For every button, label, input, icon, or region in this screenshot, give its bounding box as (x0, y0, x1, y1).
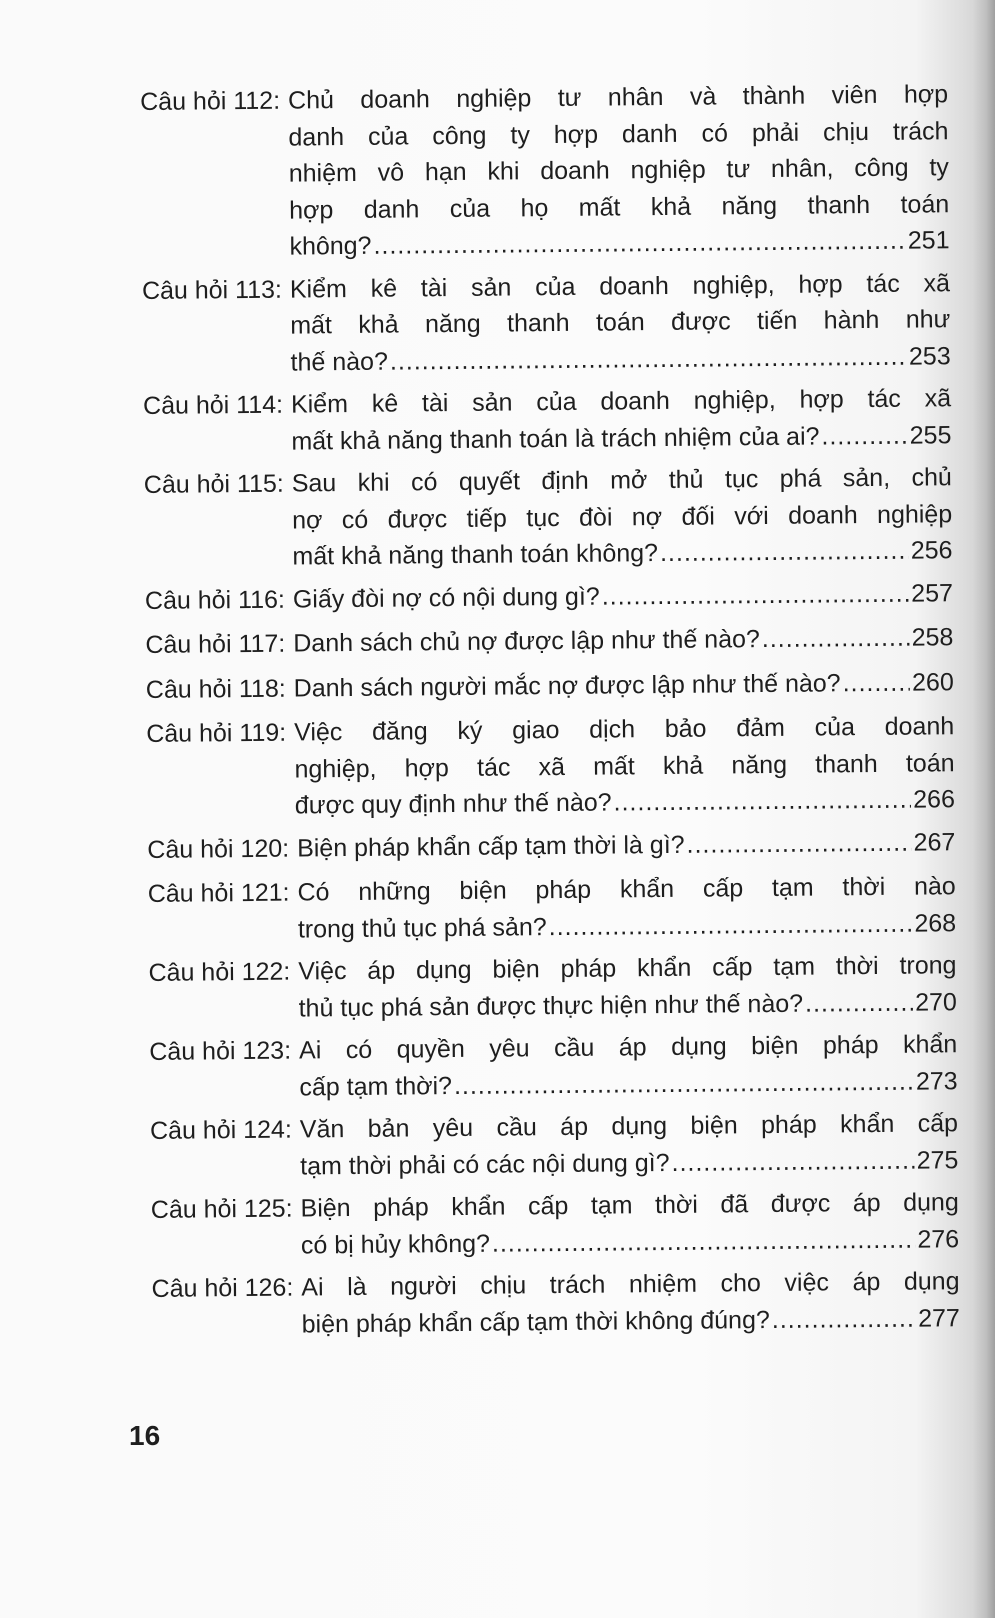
question-text (293, 575, 953, 618)
dot-leader (492, 1221, 916, 1262)
question-text-line: nhiệm vô hạn khi doanh nghiệp tư nhân, công ty (288, 153, 949, 188)
question-text (294, 664, 954, 707)
question-text-line: Giấy đòi nợ có nội dung gì? (292, 582, 600, 614)
page-reference: 257 (911, 578, 954, 608)
question-last-line (300, 1142, 959, 1185)
page-reference: 256 (910, 536, 953, 565)
question-last-line (301, 1221, 960, 1264)
question-text (298, 947, 957, 1026)
dot-leader (762, 620, 910, 658)
page-reference: 277 (918, 1303, 961, 1333)
question-text-line: Văn bản yêu cầu áp dụng biện pháp khẩn cấp (299, 1109, 959, 1144)
toc-entry (151, 1263, 960, 1344)
page-reference: 260 (911, 667, 954, 697)
dot-leader (454, 1063, 914, 1104)
question-last-line (299, 1063, 958, 1106)
page-reference: 267 (913, 827, 956, 857)
dot-leader (602, 575, 910, 614)
page-reference: 268 (914, 908, 957, 938)
dot-leader (660, 533, 909, 572)
question-label: Câu hỏi 118: (145, 674, 286, 704)
question-label: Câu hỏi 120: (147, 834, 290, 864)
question-label: Câu hỏi 114: (142, 390, 284, 420)
question-text-line: Việc áp dụng biện pháp khẩn cấp tạm thời trong (298, 951, 957, 986)
toc-entry (143, 380, 952, 461)
question-text (288, 76, 950, 265)
question-text-line: nghiệp, hợp tác xã mất khả năng thanh toán (294, 748, 955, 784)
question-text (297, 868, 956, 947)
question-text-line: không? (289, 231, 372, 261)
toc-entry (142, 265, 951, 382)
toc-entry (145, 575, 953, 619)
question-label: Câu hỏi 115: (143, 469, 284, 499)
question-label: Câu hỏi 123: (149, 1036, 292, 1066)
page-reference: 255 (909, 420, 952, 450)
table-of-contents (140, 76, 960, 1350)
question-last-line (289, 222, 949, 265)
toc-entry (150, 1105, 959, 1186)
question-text-line: Danh sách người mắc nợ được lập như thế nào? (293, 668, 841, 703)
question-text (297, 824, 956, 867)
question-last-line (292, 532, 952, 575)
question-text (301, 1263, 960, 1342)
question-label: Câu hỏi 124: (149, 1115, 292, 1145)
page-reference: 275 (916, 1145, 959, 1175)
dot-leader (671, 1142, 914, 1181)
question-text (294, 708, 955, 824)
question-text-line: thế nào? (290, 347, 389, 377)
toc-entry (144, 459, 953, 576)
dot-leader (373, 223, 906, 265)
toc-entry (151, 1184, 960, 1265)
page-edge-shadow (973, 0, 995, 1618)
question-label: Câu hỏi 117: (145, 629, 286, 659)
question-last-line (295, 781, 955, 824)
question-text (292, 459, 953, 575)
dot-leader (805, 984, 913, 1022)
question-text-line: Kiểm kê tài sản của doanh nghiệp, hợp tác xã (289, 268, 951, 304)
question-last-line (298, 984, 957, 1027)
question-text (293, 619, 953, 662)
dot-leader (772, 1300, 917, 1338)
toc-entry (147, 824, 955, 868)
question-text-line: Ai là người chịu trách nhiệm cho việc áp dụng (301, 1267, 960, 1302)
dot-leader (686, 824, 911, 863)
question-text-line: trong thủ tục phá sản? (297, 912, 547, 944)
page-number: 16 (129, 1420, 161, 1451)
question-text-line: Chủ doanh nghiệp tư nhân và thành viên hợp (287, 80, 949, 115)
question-text (300, 1105, 959, 1184)
question-label: Câu hỏi 119: (146, 718, 287, 748)
question-text-line: Biện pháp khẩn cấp tạm thời là gì? (296, 830, 685, 863)
question-text-line: Biện pháp khẩn cấp tạm thời đã được áp dụng (300, 1188, 959, 1223)
question-label: Câu hỏi 125: (150, 1194, 293, 1224)
question-text-line: mất khả năng thanh toán được tiến hành như (290, 305, 951, 340)
question-text-line: Ai có quyền yêu cầu áp dụng biện pháp khẩn (298, 1030, 958, 1065)
dot-leader (821, 417, 908, 454)
question-last-line (294, 664, 954, 707)
question-text-line: thủ tục phá sản được thực hiện như thế nào? (298, 989, 804, 1023)
toc-entry (146, 708, 955, 825)
question-label: Câu hỏi 121: (147, 878, 290, 908)
toc-entry (146, 664, 954, 708)
question-last-line (293, 575, 953, 618)
dot-leader (842, 664, 910, 701)
page-reference: 273 (915, 1066, 958, 1096)
question-text-line: Kiểm kê tài sản của doanh nghiệp, hợp tác xã (290, 384, 952, 419)
page-reference: 253 (908, 341, 951, 371)
page-reference: 276 (917, 1224, 960, 1254)
question-last-line (298, 905, 957, 948)
question-text-line: danh của công ty hợp danh có phải chịu trách (288, 116, 949, 152)
dot-leader (549, 905, 913, 945)
question-label: Câu hỏi 116: (144, 585, 286, 615)
page-reference: 266 (913, 785, 956, 814)
question-label: Câu hỏi 126: (151, 1273, 294, 1303)
question-text-line: tạm thời phải có các nội dung gì? (300, 1148, 670, 1181)
question-text-line: biện pháp khẩn cấp tạm thời không đúng? (301, 1305, 770, 1339)
question-text-line: hợp danh của họ mất khả năng thanh toán (289, 189, 950, 225)
question-text-line: được quy định như thế nào? (294, 788, 612, 820)
question-text-line: có bị hủy không? (300, 1229, 491, 1260)
toc-entry (148, 947, 957, 1028)
dot-leader (390, 338, 907, 379)
question-text-line: Việc đăng ký giao dịch bảo đảm của doanh (294, 712, 955, 747)
question-text-line: cấp tạm thời? (299, 1071, 453, 1102)
question-label: Câu hỏi 122: (148, 957, 291, 987)
question-text-line: Sau khi có quyết định mở thủ tục phá sản, chủ (291, 463, 952, 498)
question-last-line (290, 338, 950, 381)
question-text (290, 265, 951, 381)
page-reference: 270 (914, 987, 957, 1017)
question-text (300, 1184, 959, 1263)
question-last-line (302, 1300, 961, 1343)
page-reference: 258 (911, 623, 954, 652)
question-label: Câu hỏi 113: (141, 275, 283, 305)
toc-entry (145, 619, 953, 663)
dot-leader (613, 782, 911, 821)
question-last-line (293, 619, 953, 662)
toc-entry (140, 76, 950, 266)
question-text-line: mất khả năng thanh toán là trách nhiệm của ai? (291, 421, 820, 456)
question-text (291, 380, 952, 459)
question-text-line: Danh sách chủ nợ được lập như thế nào? (293, 625, 760, 658)
question-label: Câu hỏi 112: (140, 86, 281, 116)
question-last-line (291, 417, 951, 460)
toc-entry (149, 1026, 958, 1107)
question-text-line: Có những biện pháp khẩn cấp tạm thời nào (297, 872, 956, 907)
question-last-line (297, 824, 956, 867)
question-text-line: mất khả năng thanh toán không? (292, 539, 659, 571)
page-reference: 251 (907, 226, 950, 255)
toc-entry (148, 868, 957, 949)
question-text-line: nợ có được tiếp tục đòi nợ đối với doanh nghiệp (291, 499, 953, 535)
question-text (299, 1026, 958, 1105)
